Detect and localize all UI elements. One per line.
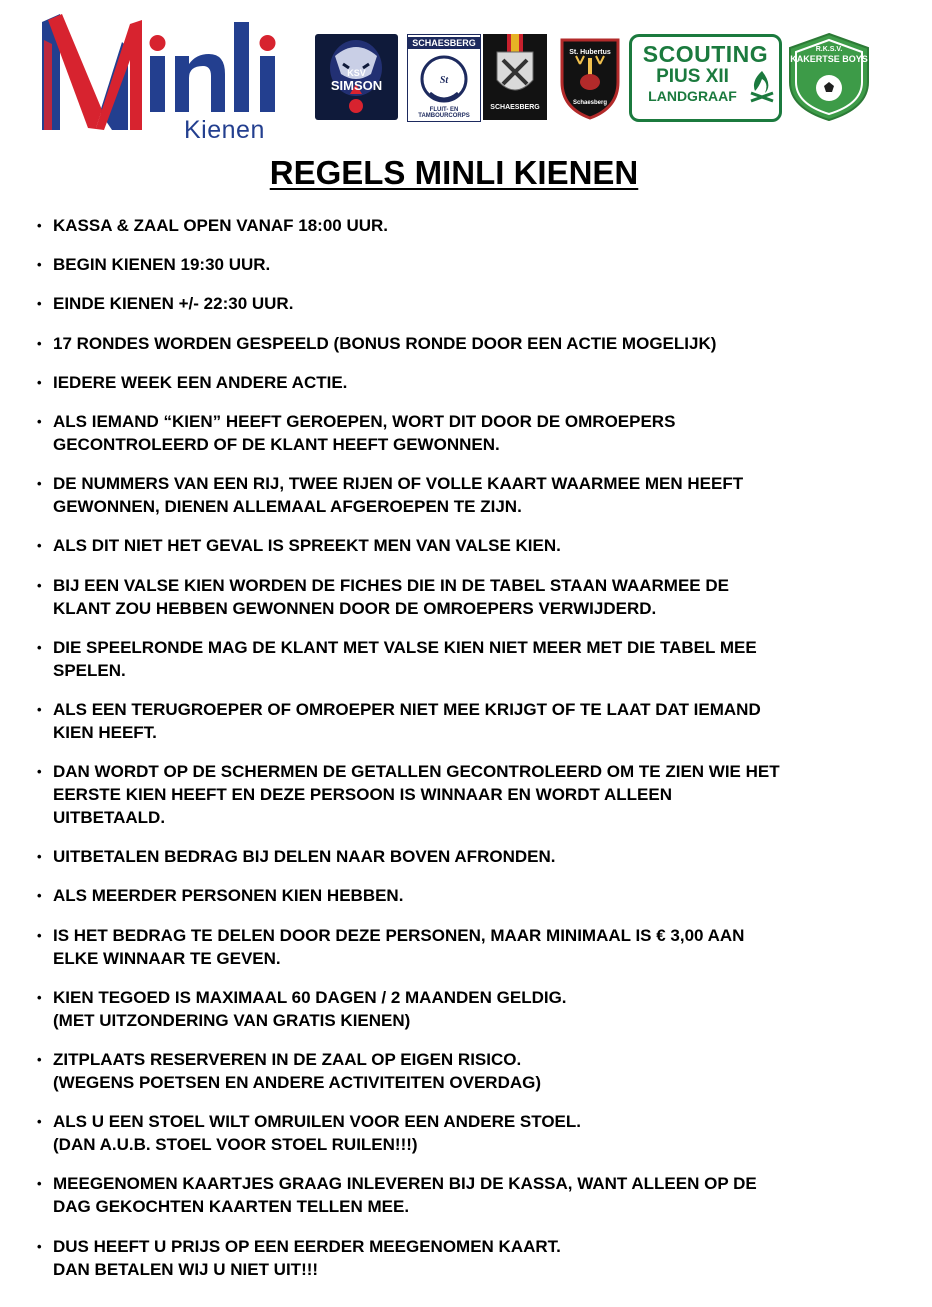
rule-item: • EINDE KIENEN +/- 22:30 UUR. <box>37 292 882 315</box>
rule-item: • ALS IEMAND “KIEN” HEEFT GEROEPEN, WORT DIT DOOR DE OMROEPERS GECONTROLEERD OF DE KLANT HEEFT GEWONNEN. <box>37 410 882 456</box>
rule-item: • KASSA & ZAAL OPEN VANAF 18:00 UUR. <box>37 214 882 237</box>
rule-item: • ALS DIT NIET HET GEVAL IS SPREEKT MEN VAN VALSE KIEN. <box>37 534 882 557</box>
rule-item: • IEDERE WEEK EEN ANDERE ACTIE. <box>37 371 882 394</box>
rule-item: • ALS EEN TERUGROEPER OF OMROEPER NIET MEE KRIJGT OF TE LAAT DAT IEMAND KIEN HEEFT. <box>37 698 882 744</box>
deer-shield-icon <box>556 34 624 120</box>
rule-item: • KIEN TEGOED IS MAXIMAAL 60 DAGEN / 2 MAANDEN GELDIG. (MET UITZONDERING VAN GRATIS KIENEN) <box>37 986 882 1032</box>
scouting-pius-logo <box>629 34 782 122</box>
svg-text:St: St <box>439 75 449 86</box>
kakertse-badge-line1: R.K.S.V. <box>815 46 843 53</box>
campfire-icon <box>747 69 777 109</box>
minli-kienen-logo <box>38 12 290 144</box>
scouting-badge-line2: PIUS XII <box>656 66 729 87</box>
schaesberg-badge-line1: SCHAESBERG <box>408 37 480 49</box>
schaesberg-badge-line2: FLUIT- EN TAMBOURCORPS <box>418 107 470 119</box>
rule-item: • 17 RONDES WORDEN GESPEELD (BONUS RONDE DOOR EEN ACTIE MOGELIJK) <box>37 332 882 355</box>
hubertus-badge-line2: Schaesberg <box>572 100 608 106</box>
kakertse-badge-line2: KAKERTSE BOYS <box>790 54 868 64</box>
rule-item: • ALS MEERDER PERSONEN KIEN HEBBEN. <box>37 884 882 907</box>
header <box>0 0 932 150</box>
ksv-simson-logo <box>315 34 398 120</box>
schaesberg-corps-logo <box>407 34 481 122</box>
kakertse-boys-logo <box>786 32 872 122</box>
rule-item: • IS HET BEDRAG TE DELEN DOOR DEZE PERSONEN, MAAR MINIMAAL IS € 3,00 AAN ELKE WINNAAR TE GEVEN. <box>37 924 882 970</box>
rules-list <box>37 214 882 1297</box>
rule-item: • DIE SPEELRONDE MAG DE KLANT MET VALSE KIEN NIET MEER MET DIE TABEL MEE SPELEN. <box>37 636 882 682</box>
st-hubertus-logo <box>556 34 624 120</box>
rule-item: • UITBETALEN BEDRAG BIJ DELEN NAAR BOVEN AFRONDEN. <box>37 845 882 868</box>
rule-item: • MEEGENOMEN KAARTJES GRAAG INLEVEREN BIJ DE KASSA, WANT ALLEEN OP DE DAG GEKOCHTEN KAARTEN TELLEN MEE. <box>37 1172 882 1218</box>
scouting-badge-line1: SCOUTING <box>642 41 769 67</box>
mine-badge-line1: SCHAESBERG <box>490 104 540 111</box>
logo-subtitle: Kienen <box>184 116 265 144</box>
rule-item: • BEGIN KIENEN 19:30 UUR. <box>37 253 882 276</box>
simson-badge-line2: SIMSON <box>330 78 383 93</box>
page-title: REGELS MINLI KIENEN <box>269 154 639 191</box>
rule-item: • ZITPLAATS RESERVEREN IN DE ZAAL OP EIGEN RISICO. (WEGENS POETSEN EN ANDERE ACTIVITEITEN OVERDAG) <box>37 1048 882 1094</box>
schaesberg-mine-logo <box>483 34 547 120</box>
rule-item: • BIJ EEN VALSE KIEN WORDEN DE FICHES DIE IN DE TABEL STAAN WAARMEE DE KLANT ZOU HEBBEN GEWONNEN DOOR DE OMROEPERS VERWIJDERD. <box>37 574 882 620</box>
scouting-badge-line3: LANDGRAAF <box>648 88 737 104</box>
rule-item: • DAN WORDT OP DE SCHERMEN DE GETALLEN GECONTROLEERD OM TE ZIEN WIE HET EERSTE KIEN HEEFT EN DEZE PERSOON IS WINNAAR EN WORDT ALLEEN UITBETAALD. <box>37 760 882 829</box>
rule-item: • DE NUMMERS VAN EEN RIJ, TWEE RIJEN OF VOLLE KAART WAARMEE MEN HEEFT GEWONNEN, DIENEN ALLEMAAL AFGEROEPEN TE ZIJN. <box>37 472 882 518</box>
simson-badge-line1: KSV <box>347 68 366 78</box>
rule-item: • ALS U EEN STOEL WILT OMRUILEN VOOR EEN ANDERE STOEL. (DAN A.U.B. STOEL VOOR STOEL RUILEN!!!) <box>37 1110 882 1156</box>
rule-item: • DUS HEEFT U PRIJS OP EEN EERDER MEEGENOMEN KAART. DAN BETALEN WIJ U NIET UIT!!! <box>37 1235 882 1281</box>
hubertus-badge-line1: St. Hubertus <box>569 49 611 56</box>
